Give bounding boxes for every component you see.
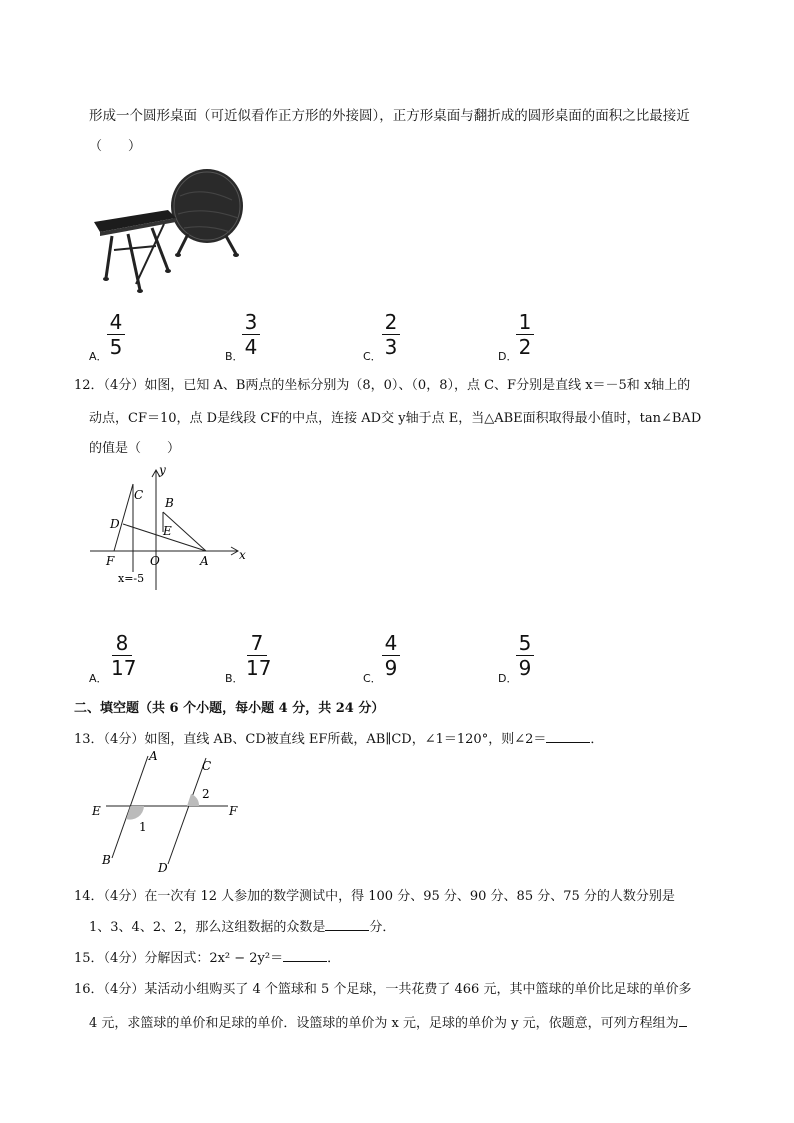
q13-label-d: D	[158, 861, 168, 875]
q15-text: 15．（4分）分解因式：2x² − 2y²＝ ．	[74, 951, 341, 966]
q12-label-x: x	[239, 548, 246, 562]
q13-label-a: A	[149, 749, 158, 763]
q12-label-b: B	[165, 496, 174, 510]
q13-label-2: 2	[202, 787, 210, 801]
q12-label-a: A	[200, 554, 209, 568]
q11-paren: （ ）	[89, 139, 142, 154]
q12-label-f: F	[106, 554, 115, 568]
q12-line3: 的值是（ ）	[89, 441, 181, 456]
q12-line1: 12．（4分）如图，已知 A、B两点的坐标分别为（8，0）、（0，8），点 C、F分别是直线 x＝－5和 x轴上的	[74, 378, 691, 393]
q12-figure	[88, 462, 253, 592]
q16-answer-blank[interactable]	[679, 1014, 687, 1027]
q13-label-e: E	[92, 804, 101, 818]
q12-line2: 动点，CF＝10，点 D是线段 CF的中点，连接 AD交 y轴于点 E，当△ABE面积取得最小值时，tan∠BAD	[89, 411, 702, 426]
q14-line1: 14．（4分）在一次有 12 人参加的数学测试中，得 100 分、95 分、90 分、85 分、75 分的人数分别是	[74, 889, 675, 904]
q15-answer-blank[interactable]	[283, 949, 327, 962]
q16-line2: 4 元，求篮球的单价和足球的单价．设篮球的单价为 x 元，足球的单价为 y 元，依题意，可列方程组为	[89, 1012, 687, 1031]
q12-label-d: D	[110, 517, 120, 531]
q13-answer-blank[interactable]	[546, 730, 590, 743]
section2-heading: 二、填空题（共 6 个小题，每小题 4 分，共 24 分）	[74, 701, 385, 716]
q12-label-o: O	[150, 554, 160, 568]
q12-label-y: y	[159, 463, 166, 477]
q13-figure	[88, 748, 248, 876]
q14-answer-blank[interactable]	[325, 918, 369, 931]
q12-line-label: x=-5	[118, 572, 145, 585]
q13-text: 13．（4分）如图，直线 AB、CD被直线 EF所截，AB∥CD，∠1＝120°，则∠2＝ ．	[74, 732, 604, 747]
q12-label-c: C	[134, 488, 144, 502]
q13-label-f: F	[229, 804, 238, 818]
q11-line1: 形成一个圆形桌面（可近似看作正方形的外接圆），正方形桌面与翻折成的圆形桌面的面积之比最接近	[89, 108, 690, 124]
q14-line2: 1、3、4、2、2，那么这组数据的众数是 分．	[89, 920, 396, 935]
q13-label-b: B	[102, 853, 111, 867]
q13-label-c: C	[202, 759, 212, 773]
q13-label-1: 1	[139, 820, 147, 834]
q16-line1: 16．（4分）某活动小组购买了 4 个篮球和 5 个足球，一共花费了 466 元，其中篮球的单价比足球的单价多	[74, 982, 692, 997]
q12-label-e: E	[163, 524, 172, 538]
q11-table-photo	[92, 166, 247, 294]
